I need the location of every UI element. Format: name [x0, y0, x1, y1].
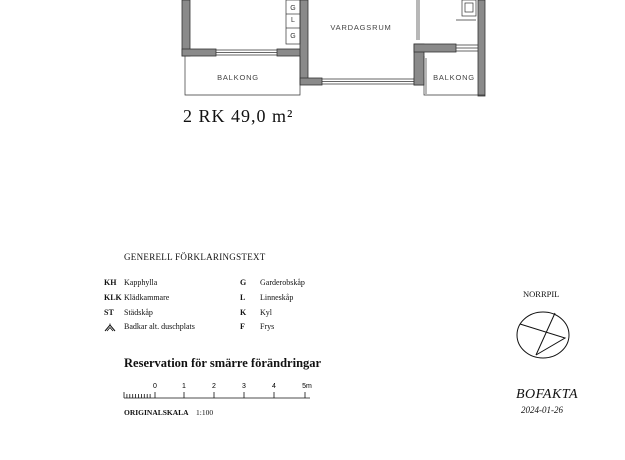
- legend-text-shower: Badkar alt. duschplats: [124, 322, 195, 331]
- legend-code-kh: KH: [104, 278, 117, 287]
- closet-mark-1: G: [290, 5, 296, 12]
- legend-text-st: Städskåp: [124, 308, 153, 317]
- scale-tick-4: 4: [272, 383, 276, 390]
- original-scale-ratio: 1:100: [196, 408, 214, 417]
- apartment-label: 2 RK 49,0 m²: [183, 106, 294, 126]
- closet-mark-2: L: [291, 17, 295, 24]
- scale-tick-0: 0: [153, 383, 157, 390]
- company-date: 2024-01-26: [521, 405, 563, 415]
- legend-code-klk: KLK: [104, 293, 122, 302]
- company-name: BOFAKTA: [516, 387, 579, 402]
- closet-mark-3: G: [290, 33, 296, 40]
- scale-tick-2: 2: [212, 383, 216, 390]
- shower-symbol-icon: [104, 323, 116, 332]
- scale-tick-5: 5m: [302, 383, 312, 390]
- scale-tick-1: 1: [182, 383, 186, 390]
- north-arrow-icon: [515, 310, 573, 360]
- legend-text-kh: Kapphylla: [124, 278, 158, 287]
- room-label-living: VARDAGSRUM: [330, 23, 392, 32]
- balcony-label-right: BALKONG: [433, 73, 475, 82]
- original-scale-label: ORIGINALSKALA: [124, 408, 189, 417]
- legend-text-g: Garderobskåp: [260, 278, 305, 287]
- floor-plan: [0, 0, 625, 105]
- legend-text-f: Frys: [260, 322, 275, 331]
- legend-title: GENERELL FÖRKLARINGSTEXT: [124, 252, 266, 262]
- legend-code-f: F: [240, 322, 245, 331]
- compass-label: NORRPIL: [523, 289, 560, 299]
- scale-bar: [120, 378, 320, 404]
- reservation-note: Reservation för smärre förändringar: [124, 356, 322, 370]
- legend-code-st: ST: [104, 308, 114, 317]
- legend-code-g: G: [240, 278, 247, 287]
- legend-code-l: L: [240, 293, 246, 302]
- legend-text-k: Kyl: [260, 308, 272, 317]
- legend-code-k: K: [240, 308, 247, 317]
- legend-text-klk: Klädkammare: [124, 293, 170, 302]
- scale-tick-3: 3: [242, 383, 246, 390]
- balcony-label-left: BALKONG: [217, 73, 259, 82]
- legend-text-l: Linneskåp: [260, 293, 294, 302]
